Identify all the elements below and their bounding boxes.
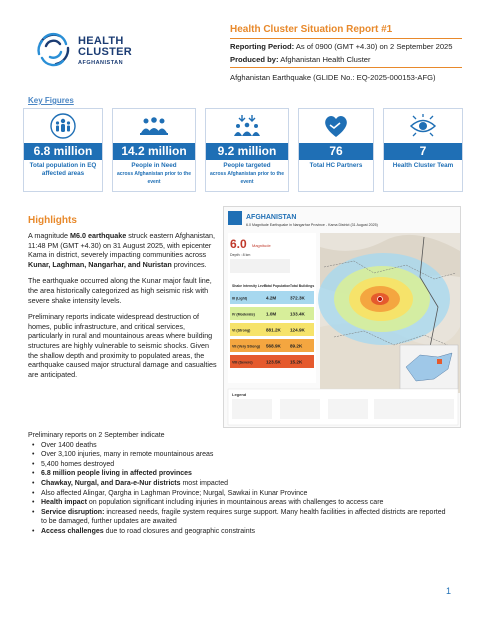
report-header xyxy=(230,24,462,83)
bullet-text: most impacted xyxy=(180,479,228,487)
handshake-heart-icon xyxy=(322,113,350,139)
text-bold: Kunar, Laghman, Nangarhar, and Nuristan xyxy=(28,259,172,269)
bullet-text: increased needs, fragile system requires surge support. Many health facilities in affected districts are reported to be damaged, further updates are awaited xyxy=(41,508,446,526)
people-icon xyxy=(50,113,76,139)
ocha-logo-icon xyxy=(228,211,242,225)
key-figure-desc-sub: across Afghanistan prior to the event xyxy=(210,171,284,185)
key-figure-pin xyxy=(112,108,196,192)
shake-intensity-table xyxy=(230,291,314,368)
col-header-buildings: Total Buildings xyxy=(290,284,315,288)
highlights-paragraph-3: Preliminary reports indicate widespread destruction of homes, public infrastructure, and critical services, particularly in rural and mountainous areas where building structures are highly vulnerable to seismic shocks. Given the shallow depth and proximity to populated areas, the earthquake caused major structural damage and casualties are anticipated. xyxy=(28,312,217,379)
shake-row-level: VII (Very Strong) xyxy=(232,344,260,349)
bullet-bold: 6.8 million people living in affected provinces xyxy=(41,470,192,478)
shake-row-pop: 4.2M xyxy=(266,295,277,301)
people-group-icon xyxy=(138,115,170,137)
depth-text: Depth : 8 km xyxy=(230,253,251,257)
preliminary-reports-list xyxy=(28,441,448,537)
bullet-item xyxy=(28,460,448,470)
shake-row-pop: 123.5K xyxy=(266,359,281,365)
legend-disclaimer xyxy=(374,399,454,419)
bullet-text: 5,400 homes destroyed xyxy=(41,460,115,468)
bullet-item xyxy=(28,479,448,489)
eye-team-icon xyxy=(408,113,438,139)
bullet-text: Over 1400 deaths xyxy=(41,441,97,449)
text-run: struck eastern Afghanistan, 11:48 PM (GMT +4.30) on 31 August 2025, with epicenter Kama in district, severely impacting communities across xyxy=(28,231,215,260)
shake-row-bld: 372.3K xyxy=(290,295,305,301)
map-graphic xyxy=(224,207,462,429)
key-figure-population xyxy=(23,108,103,192)
reporting-period-label: Reporting Period: xyxy=(230,42,295,51)
legend-boundaries xyxy=(280,399,320,419)
bullet-bold: Access challenges xyxy=(41,527,104,535)
key-figure-number: 9.2 million xyxy=(206,143,288,160)
preliminary-reports xyxy=(28,431,448,537)
key-figure-desc: Health Cluster Team xyxy=(392,162,454,169)
bullet-item xyxy=(28,527,448,537)
key-figure-partners xyxy=(298,108,374,192)
col-header-intensity: Shake Intensity Level xyxy=(232,284,267,288)
shake-row-bld: 124.9K xyxy=(290,327,305,333)
key-figures-label: Key Figures xyxy=(28,96,74,105)
key-figure-number: 6.8 million xyxy=(24,143,102,160)
bullet-bold: Service disruption: xyxy=(41,508,105,516)
magnitude-label: Magnitude xyxy=(252,243,271,248)
shake-row-pop: 1.0M xyxy=(266,311,277,317)
earthquake-map xyxy=(223,206,461,428)
preliminary-reports-intro: Preliminary reports on 2 September indicate xyxy=(28,432,165,439)
event-name: Afghanistan Earthquake (GLIDE No.: EQ-2025-000153-AFG) xyxy=(230,73,436,82)
text-run: provinces. xyxy=(171,259,207,269)
key-figure-number: 7 xyxy=(384,143,462,160)
key-figure-number: 14.2 million xyxy=(113,143,195,160)
key-figure-desc-main: People targeted xyxy=(223,162,271,169)
bullet-item xyxy=(28,498,448,508)
reporting-period xyxy=(230,42,462,52)
shake-row-level: VIII (Severe) xyxy=(232,360,253,365)
produced-by-value: Afghanistan Health Cluster xyxy=(278,55,371,64)
key-figure-team xyxy=(383,108,463,192)
logo-line-2: CLUSTER xyxy=(78,46,133,58)
shake-row-pop: 881.2K xyxy=(266,327,281,333)
report-title: Health Cluster Situation Report #1 xyxy=(230,24,462,39)
key-figure-desc xyxy=(113,162,195,186)
bullet-item xyxy=(28,508,448,527)
map-subtitle: 6.0 Magnitude Earthquake in Nangarhar Province - Kama District (31 August 2025) xyxy=(246,223,378,227)
divider xyxy=(230,67,462,68)
produced-by-label: Produced by: xyxy=(230,55,279,64)
highlights-paragraph-1 xyxy=(28,231,218,269)
text-run: A magnitude xyxy=(28,231,70,240)
key-figure-desc: Total population in EQ affected areas xyxy=(29,162,97,177)
shake-row-bld: 89.2K xyxy=(290,343,303,349)
bullet-item xyxy=(28,450,448,460)
legend-symbols xyxy=(232,399,272,419)
logo-line-3: AFGHANISTAN xyxy=(78,60,124,66)
key-figure-desc-sub: across Afghanistan prior to the event xyxy=(117,171,191,185)
bullet-text: on population significant including injuries in mountainous areas with challenges to access care xyxy=(86,499,384,507)
shake-row-level: IV (Moderate) xyxy=(232,312,255,317)
text-bold: M6.0 earthquake xyxy=(69,231,127,240)
epicenter-icon xyxy=(378,297,383,302)
inset-affected-area xyxy=(437,359,442,364)
map-title: AFGHANISTAN xyxy=(246,214,297,221)
logo-text xyxy=(78,36,132,69)
bullet-text: due to road closures and geographic constraints xyxy=(103,527,256,535)
key-figure-desc: Total HC Partners xyxy=(309,162,363,169)
key-figure-desc-main: People in Need xyxy=(131,162,177,169)
key-figures-row xyxy=(23,108,463,192)
bullet-item xyxy=(28,489,448,499)
key-figure-number: 76 xyxy=(299,143,373,160)
col-header-population: Total Population xyxy=(264,284,291,288)
logo-line-1: HEALTH xyxy=(78,35,124,47)
legend-intensity xyxy=(328,399,368,419)
reporting-period-value: As of 0900 (GMT +4.30) on 2 September 2025 xyxy=(294,42,453,51)
highlights-title: Highlights xyxy=(28,215,77,226)
shake-row-bld: 15.2K xyxy=(290,359,303,365)
bullet-bold: Health impact xyxy=(41,499,87,507)
page-number: 1 xyxy=(445,586,451,596)
bullet-bold: Chawkay, Nurgal, and Dara-e-Nur districts xyxy=(41,479,181,487)
highlights-paragraph-2: The earthquake occurred along the Kunar major fault line, the area historically categorized as high seismic risk with severe shake intensity levels. xyxy=(28,276,212,305)
bullet-item xyxy=(28,469,448,479)
shake-row-level: VI (Strong) xyxy=(232,328,251,333)
event-details xyxy=(230,259,290,273)
bullet-text: Over 3,100 injuries, many in remote mountainous areas xyxy=(41,451,214,459)
shake-row-pop: 568.9K xyxy=(266,343,281,349)
key-figure-targeted xyxy=(205,108,289,192)
key-figure-desc xyxy=(206,162,288,186)
shake-row-bld: 133.4K xyxy=(290,311,305,317)
target-people-icon xyxy=(232,113,262,139)
shake-row-level: III (Light) xyxy=(232,296,248,301)
magnitude-value: 6.0 xyxy=(230,237,247,251)
highlights-text xyxy=(28,231,218,386)
bullet-item xyxy=(28,441,448,451)
bullet-text: Also affected Alingar, Qargha in Laghman Province; Nurgal, Sawkai in Kunar Province xyxy=(41,489,308,497)
produced-by xyxy=(230,55,462,65)
legend-title: Legend xyxy=(232,392,247,397)
